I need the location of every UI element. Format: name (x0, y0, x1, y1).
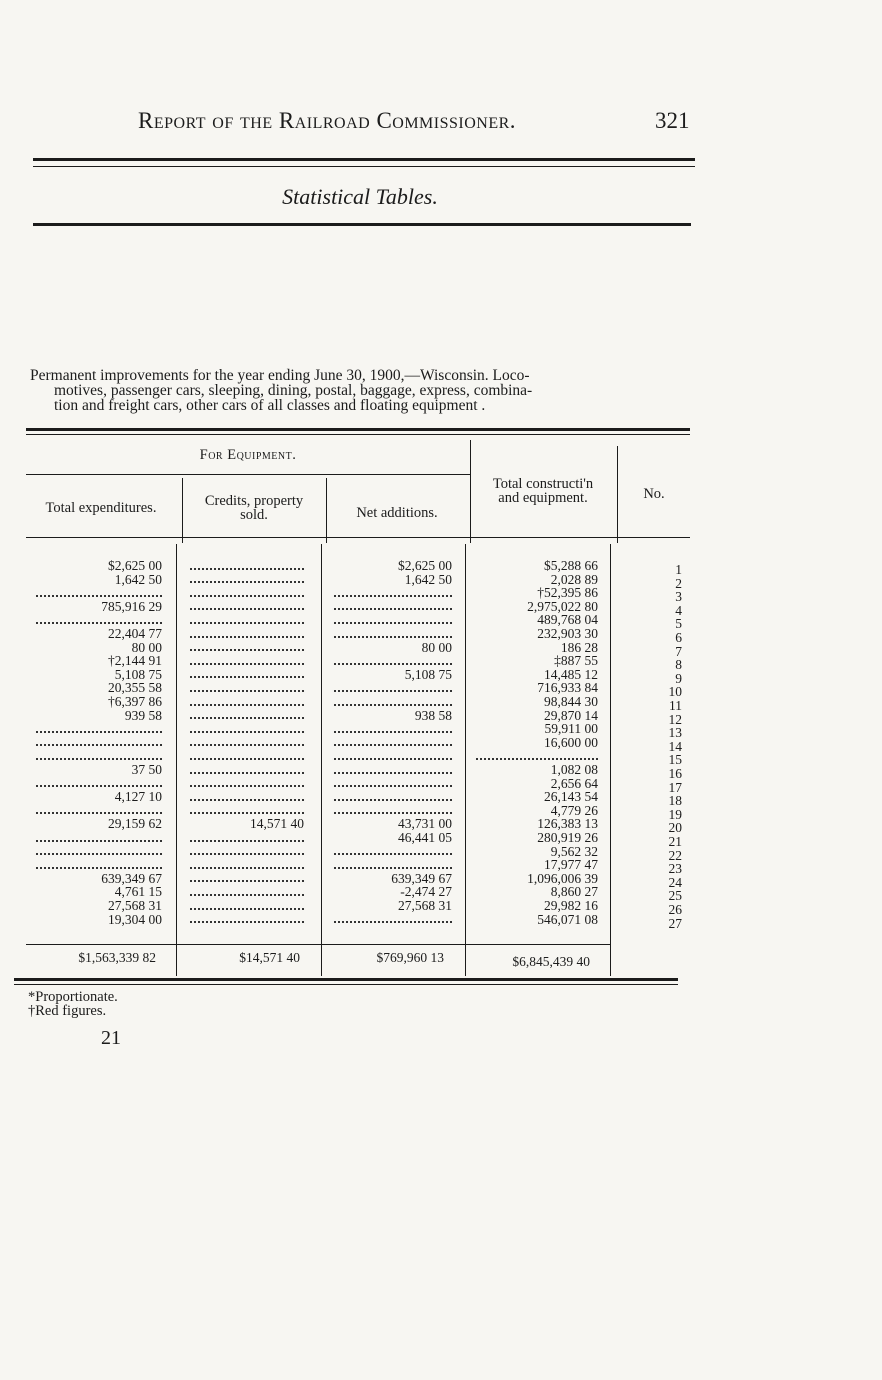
table-bottom-rule-thin (14, 984, 678, 985)
cell-total-row-6: 232,903 30 (537, 627, 598, 641)
leader-dots-cred-row-6 (190, 624, 304, 638)
cell-net-row-25: -2,474 27 (400, 885, 452, 899)
cell-net-row-2: 1,642 50 (404, 572, 452, 587)
caption-line-2: motives, passenger cars, sleeping, dining, postal, baggage, express, combina- (54, 382, 533, 399)
leader-dots-exp-row-5 (36, 610, 162, 624)
leader-dots-cred-row-9 (190, 665, 304, 679)
cell-total-row-11: 98,844 30 (544, 695, 598, 709)
row-number-2: 2 (675, 576, 682, 591)
section-rule (33, 223, 691, 226)
leader-dots-cred-row-12 (190, 706, 304, 720)
leader-dots-exp-row-13 (36, 719, 162, 733)
leader-dots-cred-row-15 (190, 746, 304, 760)
table-top-rule-thin (26, 434, 690, 435)
cell-total-row-5: 489,768 04 (537, 613, 598, 627)
table-top-rule (26, 428, 690, 431)
cell-exp-row-7: 80 00 (131, 640, 162, 655)
col-rule-1 (182, 478, 183, 543)
cell-total-row-12: 29,870 14 (544, 708, 598, 723)
leader-dots-cred-row-26 (190, 896, 304, 910)
col-header-credits-line2: sold. (240, 507, 268, 523)
leader-dots-exp-row-23 (36, 855, 162, 869)
leader-dots-exp-row-19 (36, 801, 162, 815)
col-header-net-additions: Net additions. (356, 505, 438, 521)
cell-exp-row-18: 4,127 10 (114, 790, 162, 804)
cell-exp-row-27: 19,304 00 (108, 912, 162, 927)
cell-total-row-19: 4,779 26 (550, 803, 598, 818)
leader-dots-net-row-11 (334, 692, 452, 706)
leader-dots-cred-row-22 (190, 842, 304, 856)
col-header-total-expenditures: Total expenditures. (45, 500, 157, 516)
cell-total-row-21: 280,919 26 (537, 831, 598, 845)
leader-dots-exp-row-15 (36, 746, 162, 760)
cell-exp-row-11: †6,397 86 (108, 695, 162, 709)
leader-dots-net-row-22 (334, 842, 452, 856)
totals-rule (26, 944, 610, 945)
leader-dots-exp-row-21 (36, 828, 162, 842)
cell-total-row-14: 16,600 00 (544, 735, 598, 750)
leader-dots-cred-row-3 (190, 583, 304, 597)
page-number: 321 (655, 108, 690, 133)
col-rule-4 (617, 446, 618, 543)
leader-dots-cred-row-13 (190, 719, 304, 733)
leader-dots-cred-row-16 (190, 760, 304, 774)
cell-exp-row-6: 22,404 77 (108, 627, 162, 641)
leader-dots-cred-row-1 (190, 556, 304, 570)
total-net-additions-sum: $769,960 13 (376, 951, 444, 965)
col-header-total-construction-line1: Total constructi'n (492, 476, 594, 492)
table-bottom-rule (14, 978, 678, 981)
leader-dots-net-row-4 (334, 597, 452, 611)
cell-total-row-25: 8,860 27 (550, 885, 598, 899)
row-number-26: 26 (668, 903, 682, 917)
group-header-rule (26, 474, 470, 475)
cell-total-row-8: ‡887 55 (554, 654, 598, 668)
leader-dots-net-row-27 (334, 910, 452, 924)
cell-exp-row-26: 27,568 31 (108, 899, 162, 913)
total-construction-sum: $6,845,439 40 (512, 955, 590, 969)
leader-dots-cred-row-17 (190, 774, 304, 788)
cell-net-row-26: 27,568 31 (398, 899, 452, 913)
cell-exp-row-10: 20,355 58 (108, 681, 162, 695)
leader-dots-net-row-3 (334, 583, 452, 597)
leader-dots-cred-row-21 (190, 828, 304, 842)
cell-total-row-13: 59,911 00 (544, 722, 598, 736)
leader-dots-net-row-14 (334, 733, 452, 747)
row-number-13: 13 (668, 726, 682, 740)
row-number-12: 12 (668, 712, 682, 727)
cell-total-row-1: $5,288 66 (544, 559, 598, 573)
cell-net-row-9: 5,108 75 (404, 667, 452, 682)
cell-exp-row-24: 639,349 67 (101, 871, 162, 886)
row-number-23: 23 (668, 862, 682, 876)
leader-dots-cred-row-27 (190, 910, 304, 924)
cell-exp-row-2: 1,642 50 (114, 572, 162, 587)
row-number-6: 6 (675, 631, 682, 645)
cell-total-row-4: 2,975,022 80 (527, 599, 598, 614)
cell-cred-row-20: 14,571 40 (250, 817, 304, 831)
header-bottom-rule (26, 537, 690, 538)
leader-dots-net-row-18 (334, 787, 452, 801)
row-number-9: 9 (675, 671, 682, 686)
running-title: Report of the Railroad Commissioner. (138, 108, 517, 133)
cell-net-row-21: 46,441 05 (398, 831, 452, 845)
leader-dots-net-row-16 (334, 760, 452, 774)
leader-dots-net-row-13 (334, 719, 452, 733)
footnote-proportionate: *Proportionate. (28, 989, 118, 1005)
row-number-19: 19 (668, 807, 682, 822)
cell-exp-row-1: $2,625 00 (108, 559, 162, 573)
leader-dots-cred-row-10 (190, 678, 304, 692)
cell-total-row-22: 9,562 32 (550, 844, 598, 859)
col-header-total-construction-line2: and equipment. (498, 490, 588, 506)
header-rule-top-thin (33, 166, 695, 167)
leader-dots-exp-row-22 (36, 842, 162, 856)
row-number-18: 18 (668, 794, 682, 808)
leader-dots-cred-row-19 (190, 801, 304, 815)
group-header-for-equipment: For Equipment. (199, 447, 297, 463)
leader-dots-cred-row-8 (190, 651, 304, 665)
leader-dots-net-row-8 (334, 651, 452, 665)
row-number-1: 1 (675, 563, 682, 577)
row-number-25: 25 (668, 889, 682, 903)
row-number-24: 24 (668, 875, 682, 890)
leader-dots-exp-row-3 (36, 583, 162, 597)
row-number-5: 5 (675, 617, 682, 631)
cell-net-row-12: 938 58 (414, 708, 452, 723)
cell-total-row-9: 14,485 12 (544, 667, 598, 682)
cell-total-row-23: 17,977 47 (544, 858, 598, 872)
cell-exp-row-8: †2,144 91 (108, 654, 162, 668)
cell-net-row-20: 43,731 00 (398, 817, 452, 831)
row-number-17: 17 (668, 780, 682, 795)
col-header-no: No. (643, 486, 665, 502)
leader-dots-net-row-15 (334, 746, 452, 760)
col-header-credits (183, 494, 325, 522)
cell-total-row-10: 716,933 84 (537, 681, 598, 695)
leader-dots-exp-row-17 (36, 774, 162, 788)
row-number-20: 20 (668, 821, 682, 835)
row-number-22: 22 (668, 848, 682, 863)
cell-net-row-24: 639,349 67 (391, 871, 452, 886)
cell-exp-row-20: 29,159 62 (108, 817, 162, 831)
caption-line-3: tion and freight cars, other cars of all classes and floating equipment . (54, 397, 486, 414)
body-rule-2 (321, 544, 322, 976)
cell-total-row-7: 186 28 (560, 640, 598, 655)
leader-dots-cred-row-18 (190, 787, 304, 801)
cell-total-row-26: 29,982 16 (544, 899, 598, 913)
row-number-14: 14 (668, 739, 682, 754)
cell-total-row-24: 1,096,006 39 (527, 871, 598, 886)
col-header-total-construction (470, 477, 616, 505)
cell-exp-row-12: 939 58 (124, 708, 162, 723)
section-title: Statistical Tables. (282, 184, 438, 209)
leader-dots-cred-row-23 (190, 855, 304, 869)
leader-dots-net-row-10 (334, 678, 452, 692)
body-rule-4 (610, 544, 611, 976)
row-number-16: 16 (668, 767, 682, 781)
leader-dots-net-row-6 (334, 624, 452, 638)
signature-mark: 21 (101, 1027, 121, 1049)
leader-dots-cred-row-24 (190, 869, 304, 883)
total-expenditures-sum: $1,563,339 82 (78, 951, 156, 965)
cell-total-row-17: 2,656 64 (550, 776, 598, 791)
leader-dots-cred-row-4 (190, 597, 304, 611)
cell-exp-row-9: 5,108 75 (114, 667, 162, 682)
body-rule-1 (176, 544, 177, 976)
leader-dots-net-row-17 (334, 774, 452, 788)
row-number-7: 7 (675, 644, 682, 659)
leader-dots-total-row-15 (476, 746, 598, 760)
cell-total-row-16: 1,082 08 (550, 763, 598, 777)
cell-total-row-20: 126,383 13 (537, 817, 598, 831)
cell-total-row-3: †52,395 86 (537, 586, 598, 600)
col-header-credits-line1: Credits, property (204, 493, 304, 509)
cell-net-row-1: $2,625 00 (398, 559, 452, 573)
cell-exp-row-25: 4,761 15 (114, 885, 162, 899)
leader-dots-cred-row-14 (190, 733, 304, 747)
cell-total-row-27: 546,071 08 (537, 912, 598, 927)
row-number-21: 21 (668, 835, 682, 849)
cell-net-row-7: 80 00 (421, 640, 452, 655)
total-credits-sum: $14,571 40 (239, 951, 300, 965)
leader-dots-net-row-5 (334, 610, 452, 624)
row-number-15: 15 (668, 753, 682, 767)
footnote-red-figures: †Red figures. (28, 1003, 107, 1019)
col-rule-2 (326, 478, 327, 543)
leader-dots-exp-row-14 (36, 733, 162, 747)
leader-dots-cred-row-7 (190, 638, 304, 652)
row-number-11: 11 (669, 699, 682, 713)
row-number-4: 4 (675, 603, 682, 618)
row-number-27: 27 (668, 916, 682, 931)
cell-exp-row-16: 37 50 (131, 763, 162, 777)
caption-line-1: Permanent improvements for the year ending June 30, 1900,—Wisconsin. Loco- (30, 367, 530, 384)
header-rule-top (33, 158, 695, 161)
row-number-8: 8 (675, 658, 682, 672)
cell-total-row-2: 2,028 89 (550, 572, 598, 587)
row-number-3: 3 (675, 590, 682, 604)
body-rule-3 (465, 544, 466, 976)
leader-dots-net-row-23 (334, 855, 452, 869)
leader-dots-cred-row-2 (190, 570, 304, 584)
leader-dots-cred-row-25 (190, 882, 304, 896)
leader-dots-cred-row-5 (190, 610, 304, 624)
col-rule-3 (470, 440, 471, 543)
row-number-10: 10 (668, 685, 682, 699)
leader-dots-net-row-19 (334, 801, 452, 815)
table-caption (30, 368, 690, 413)
cell-exp-row-4: 785,916 29 (101, 599, 162, 614)
leader-dots-cred-row-11 (190, 692, 304, 706)
cell-total-row-18: 26,143 54 (544, 790, 598, 804)
